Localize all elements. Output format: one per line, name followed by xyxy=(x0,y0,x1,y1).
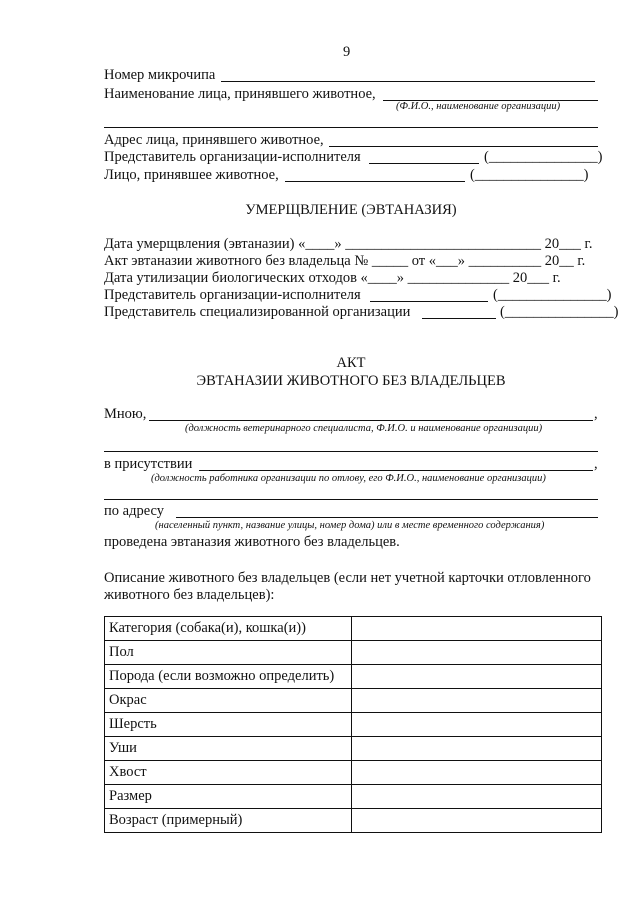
euthanasia-executor-rep-name-field[interactable]: (_______________) xyxy=(493,287,612,303)
presence-field[interactable] xyxy=(199,470,593,471)
table-row-value-field[interactable] xyxy=(352,665,602,689)
table-row-label: Размер xyxy=(105,785,352,809)
presence-label: в присутствии xyxy=(104,456,193,472)
executor-rep-signature-field[interactable] xyxy=(369,163,479,164)
description-intro-continued: животного без владельцев): xyxy=(104,587,275,603)
receiver-address-label: Адрес лица, принявшего животное, xyxy=(104,132,324,148)
table-row-label: Окрас xyxy=(105,689,352,713)
table-row-value-field[interactable] xyxy=(352,809,602,833)
table-row-value-field[interactable] xyxy=(352,761,602,785)
receiver-address-field[interactable] xyxy=(329,146,598,147)
euthanasia-executor-rep-label: Представитель организации-исполнителя xyxy=(104,287,361,303)
by-me-hint: (должность ветеринарного специалиста, Ф.И.О. и наименование организации) xyxy=(185,423,543,434)
table-row xyxy=(105,713,602,737)
description-intro: Описание животного без владельцев (если нет учетной карточки отловленного xyxy=(104,570,591,586)
euthanasia-act-line[interactable]: Акт эвтаназии животного без владельца № _____ от «___» __________ 20__ г. xyxy=(104,253,586,269)
table-row xyxy=(105,809,602,833)
euthanasia-date-line[interactable]: Дата умерщвления (эвтаназии) «____» ___________________________ 20___ г. xyxy=(104,236,593,252)
euthanasia-executor-rep-signature-field[interactable] xyxy=(370,301,488,302)
table-row-value-field[interactable] xyxy=(352,713,602,737)
act-address-field[interactable] xyxy=(176,517,598,518)
presence-field-continued[interactable] xyxy=(104,499,598,500)
by-me-field-continued[interactable] xyxy=(104,451,598,452)
table-row-label: Уши xyxy=(105,737,352,761)
table-row-label: Порода (если возможно определить) xyxy=(105,665,352,689)
by-me-label: Мною, xyxy=(104,406,147,422)
receiver-hint: (Ф.И.О., наименование организации) xyxy=(396,101,561,112)
euthanasia-heading: УМЕРЩВЛЕНИЕ (ЭВТАНАЗИЯ) xyxy=(245,202,457,218)
table-row-value-field[interactable] xyxy=(352,737,602,761)
microchip-field[interactable] xyxy=(221,81,595,82)
table-row-label: Категория (собака(и), кошка(и)) xyxy=(105,617,352,641)
performed-text: проведена эвтаназия животного без владельцев. xyxy=(104,534,400,550)
by-me-field[interactable] xyxy=(149,420,593,421)
executor-rep-name-field[interactable]: (_______________) xyxy=(484,149,603,165)
specialized-rep-signature-field[interactable] xyxy=(422,318,496,319)
table-row-label: Хвост xyxy=(105,761,352,785)
receiver-person-signature-field[interactable] xyxy=(285,181,465,182)
table-row xyxy=(105,665,602,689)
specialized-rep-label: Представитель специализированной организации xyxy=(104,304,411,320)
table-row-label: Пол xyxy=(105,641,352,665)
act-address-hint: (населенный пункт, название улицы, номер дома) или в месте временного содержания) xyxy=(155,520,545,531)
table-row xyxy=(105,737,602,761)
table-row-value-field[interactable] xyxy=(352,617,602,641)
table-row-label: Шерсть xyxy=(105,713,352,737)
act-title: АКТ xyxy=(336,355,366,371)
table-row xyxy=(105,785,602,809)
table-row-label: Возраст (примерный) xyxy=(105,809,352,833)
table-row xyxy=(105,641,602,665)
table-row xyxy=(105,689,602,713)
table-row xyxy=(105,761,602,785)
table-row xyxy=(105,617,602,641)
table-row-value-field[interactable] xyxy=(352,641,602,665)
executor-rep-label: Представитель организации-исполнителя xyxy=(104,149,361,165)
table-row-value-field[interactable] xyxy=(352,785,602,809)
disposal-date-line[interactable]: Дата утилизации биологических отходов «____» ______________ 20___ г. xyxy=(104,270,561,286)
presence-comma: , xyxy=(594,456,598,472)
receiver-person-label: Лицо, принявшее животное, xyxy=(104,167,279,183)
act-address-label: по адресу xyxy=(104,503,164,519)
receiver-label: Наименование лица, принявшего животное, xyxy=(104,86,376,102)
specialized-rep-name-field[interactable]: (_______________) xyxy=(500,304,619,320)
page-number: 9 xyxy=(343,44,351,60)
microchip-label: Номер микрочипа xyxy=(104,67,216,83)
animal-description-table xyxy=(104,616,602,833)
presence-hint: (должность работника организации по отлову, его Ф.И.О., наименование организации) xyxy=(151,473,546,484)
receiver-person-name-field[interactable]: (_______________) xyxy=(470,167,589,183)
by-me-comma: , xyxy=(594,406,598,422)
table-row-value-field[interactable] xyxy=(352,689,602,713)
receiver-field-continued[interactable] xyxy=(104,127,598,128)
act-subtitle: ЭВТАНАЗИИ ЖИВОТНОГО БЕЗ ВЛАДЕЛЬЦЕВ xyxy=(196,373,506,389)
